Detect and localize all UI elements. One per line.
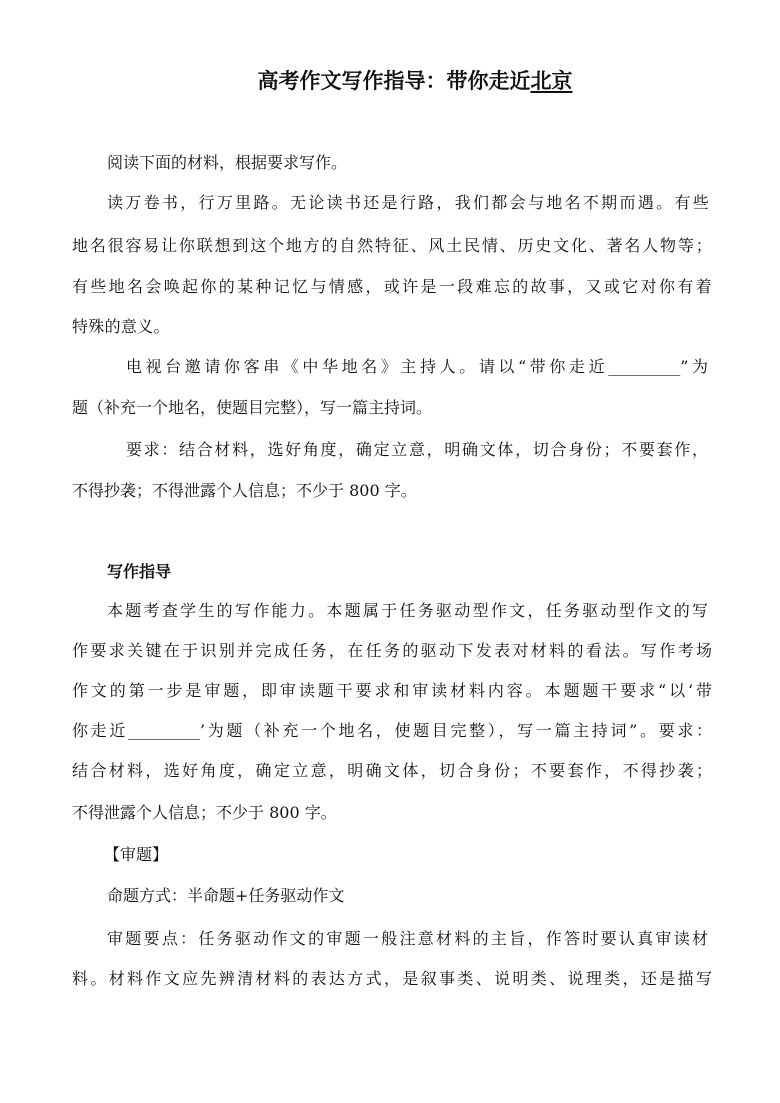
title-prefix: 高考作文写作指导：带你走近 xyxy=(257,69,531,93)
method-line: 命题方式：半命题+任务驱动作文 xyxy=(107,886,345,905)
task-line-1: 电视台邀请你客串《中华地名》主持人。请以“带你走近_________”为 xyxy=(126,357,708,376)
requirements-line-1: 要求：结合材料，选好角度，确定立意，明确文体，切合身份；不要套作， xyxy=(126,440,708,459)
guide-heading: 写作指导 xyxy=(107,562,172,581)
points-line-2: 料。材料作文应先辨清材料的表达方式，是叙事类、说明类、说理类，还是描写 xyxy=(72,969,712,988)
requirements-line-2: 不得抄袭；不得泄露个人信息；不少于 800 字。 xyxy=(72,481,417,500)
guide-line-4: 你走近_________’为题（补充一个地名，使题目完整），写一篇主持词”。要求： xyxy=(72,721,712,740)
guide-line-3: 作文的第一步是审题，即审读题干要求和审读材料内容。本题题干要求“以‘带 xyxy=(72,681,712,700)
material-line-2: 地名很容易让你联想到这个地方的自然特征、风土民情、历史文化、著名人物等； xyxy=(72,236,712,255)
guide-line-1: 本题考查学生的写作能力。本题属于任务驱动型作文，任务驱动型作文的写 xyxy=(107,601,708,620)
material-line-1: 读万卷书，行万里路。无论读书还是行路，我们都会与地名不期而遇。有些 xyxy=(107,193,709,212)
material-line-3: 有些地名会唤起你的某种记忆与情感，或许是一段难忘的故事，又或它对你有着 xyxy=(72,277,712,296)
task-line-2: 题（补充一个地名，使题目完整），写一篇主持词。 xyxy=(72,398,433,417)
guide-line-2: 作要求关键在于识别并完成任务，在任务的驱动下发表对材料的看法。写作考场 xyxy=(72,641,712,660)
guide-line-5: 结合材料，选好角度，确定立意，明确文体，切合身份；不要套作，不得抄袭； xyxy=(72,761,712,780)
points-line-1: 审题要点：任务驱动作文的审题一般注意材料的主旨，作答时要认真审读材 xyxy=(107,929,708,948)
title-place-name: 北京 xyxy=(530,69,573,93)
guide-line-6: 不得泄露个人信息；不少于 800 字。 xyxy=(72,803,337,822)
page-title xyxy=(0,66,780,96)
intro-line: 阅读下面的材料，根据要求写作。 xyxy=(107,153,348,172)
material-line-4: 特殊的意义。 xyxy=(72,317,170,336)
section-label: 【审题】 xyxy=(104,845,169,864)
